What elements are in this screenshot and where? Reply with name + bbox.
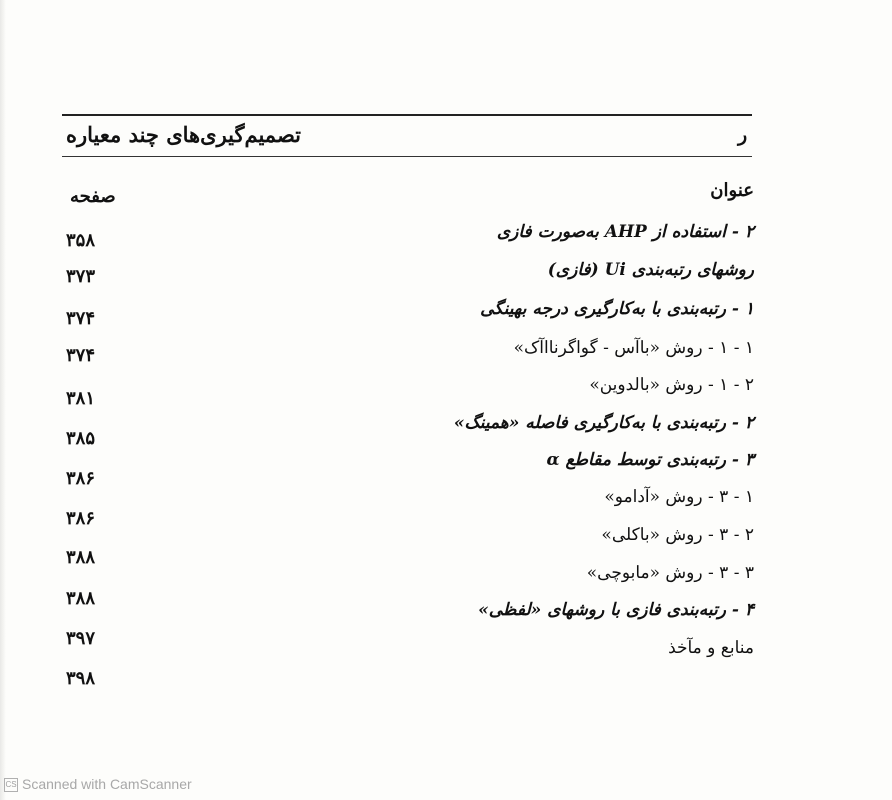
- toc-entry-title: ۳ - رتبه‌بندی توسط مقاطع α: [546, 450, 754, 470]
- toc-entry-page: ۳۵۸: [66, 230, 96, 251]
- toc-entry-title: ۱ - ۱ - روش «باآس - گواگرنااآک»: [513, 338, 754, 358]
- scan-edge-shadow: [0, 0, 6, 800]
- title-column-heading: عنوان: [710, 180, 754, 201]
- running-header-page-letter: ر: [738, 124, 748, 146]
- toc-entry-page: ۳۹۷: [66, 628, 96, 649]
- toc-entry-page: ۳۸۵: [66, 428, 96, 449]
- toc-entry-title: روشهای رتبه‌بندی Ui (فازی): [547, 260, 754, 280]
- camscanner-watermark: [4, 776, 192, 792]
- header-bottom-rule: [62, 156, 752, 157]
- camscanner-logo-icon: CS: [4, 778, 18, 792]
- toc-entry-page: ۳۸۸: [66, 588, 96, 609]
- header-top-rule: [62, 114, 752, 116]
- toc-entry-page: ۳۸۶: [66, 508, 96, 529]
- toc-entry-page: ۳۷۴: [66, 345, 96, 366]
- toc-entry-title: ۱ - ۳ - روش «آدامو»: [604, 487, 754, 507]
- toc-entry-page: ۳۸۶: [66, 468, 96, 489]
- page-column-heading: صفحه: [70, 186, 116, 207]
- toc-entry-title: ۲ - استفاده از AHP به‌صورت فازی: [496, 222, 754, 242]
- toc-entry-page: ۳۸۱: [66, 388, 96, 409]
- toc-entry-title: ۴ - رتبه‌بندی فازی با روشهای «لفظی»: [478, 600, 754, 620]
- toc-entry-title: منابع و مآخذ: [668, 638, 754, 658]
- camscanner-watermark-text: Scanned with CamScanner: [22, 776, 192, 792]
- toc-entry-page: ۳۷۴: [66, 308, 96, 329]
- running-header-title: تصمیم‌گیری‌های چند معیاره: [66, 122, 301, 147]
- toc-entry-page: ۳۷۳: [66, 266, 96, 287]
- toc-entry-title: ۲ - رتبه‌بندی با به‌کارگیری فاصله «همینگ»: [453, 413, 754, 433]
- toc-entry-title: ۲ - ۳ - روش «باکلی»: [601, 525, 754, 545]
- toc-entry-title: ۲ - ۱ - روش «بالدوین»: [589, 375, 754, 395]
- toc-entry-page: ۳۹۸: [66, 668, 96, 689]
- toc-entry-title: ۱ - رتبه‌بندی با به‌کارگیری درجه بهینگی: [480, 299, 754, 319]
- toc-entry-page: ۳۸۸: [66, 547, 96, 568]
- toc-entry-title: ۳ - ۳ - روش «مابوچی»: [586, 563, 754, 583]
